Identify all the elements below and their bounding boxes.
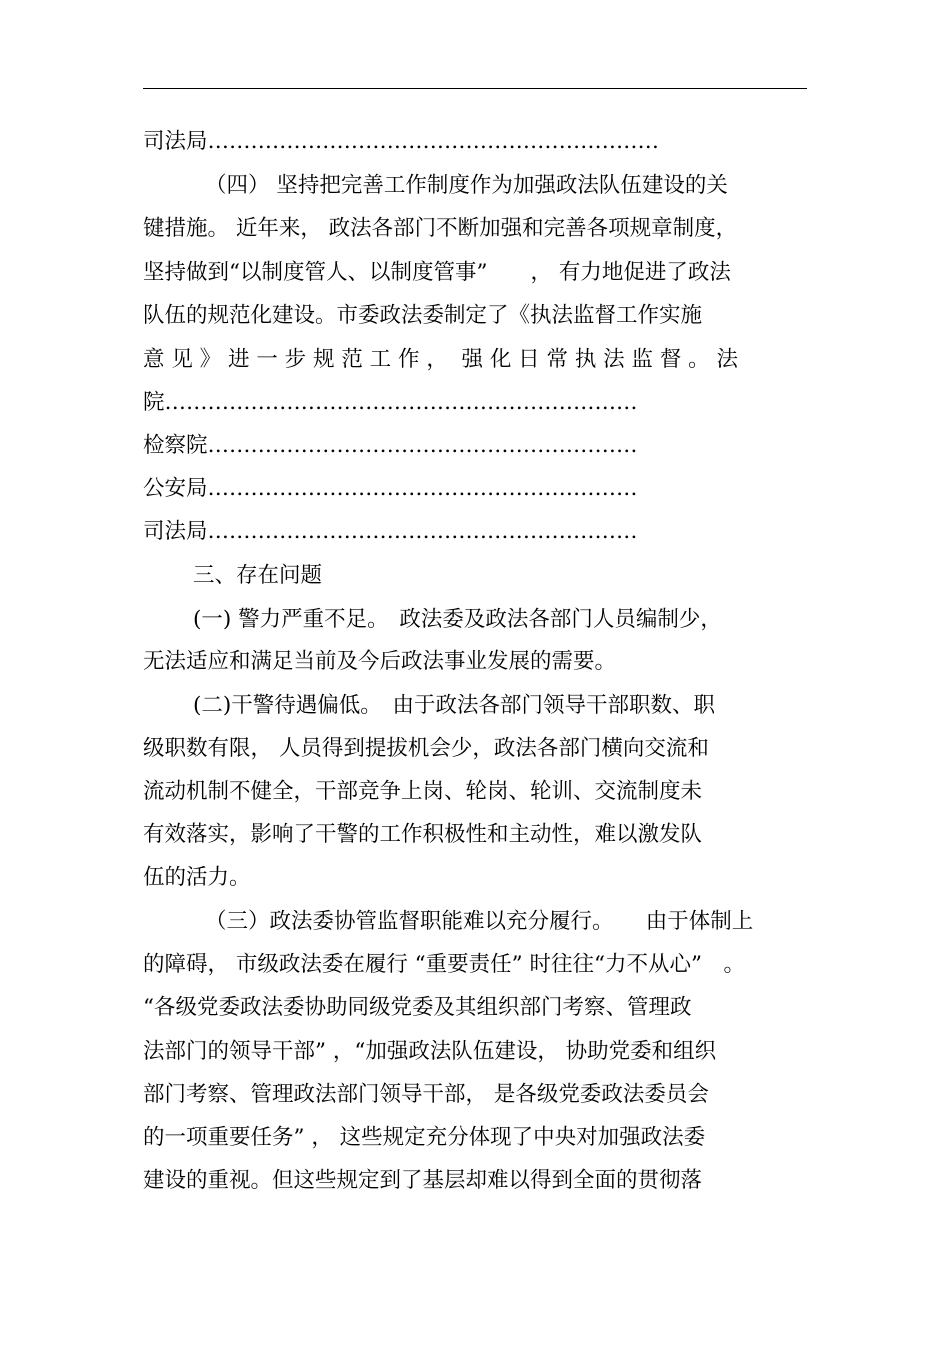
text-line: 法部门的领导干部” ，“加强政法队伍建设， 协助党委和组织 <box>143 1039 717 1064</box>
text-line: 建设的重视。但这些规定到了基层却难以得到全面的贯彻落 <box>143 1168 703 1193</box>
text-line: 的障碍， 市级政法委在履行 “重要责任” 时往往“力不从心” 。 <box>143 952 745 977</box>
text-line: 无法适应和满足当前及今后政法事业发展的需要。 <box>143 649 617 674</box>
text-line: 键措施。 近年来， 政法各部门不断加强和完善各项规章制度， <box>143 216 738 241</box>
text-line: 的一项重要任务” ， 这些规定充分体现了中央对加强政法委 <box>143 1125 706 1150</box>
text-line: 司法局…………………………………………………… <box>143 519 638 544</box>
text-line: 伍的活力。 <box>143 865 251 890</box>
text-line: 部门考察、管理政法部门领导干部， 是各级党委政法委员会 <box>143 1082 709 1107</box>
text-line: 公安局…………………………………………………… <box>143 476 638 501</box>
header-rule <box>143 88 807 89</box>
text-line: 意 见 》 进 一 步 规 范 工 作 ， 强 化 日 常 执 法 监 督 。 法 <box>143 347 739 372</box>
text-line: 队伍的规范化建设。市委政法委制定了《执法监督工作实施 <box>143 303 703 328</box>
text-line: “各级党委政法委协助同级党委及其组织部门考察、管理政 <box>143 995 692 1020</box>
text-line: （四） 坚持把完善工作制度作为加强政法队伍建设的关 <box>205 173 728 198</box>
text-line: （三）政法委协管监督职能难以充分履行。 由于体制上 <box>205 909 754 934</box>
text-line: 检察院…………………………………………………… <box>143 433 638 458</box>
text-line: 司法局……………………………………………………… <box>143 129 660 154</box>
text-line: (一) 警力严重不足。 政法委及政法各部门人员编制少， <box>193 607 722 632</box>
text-line: 流动机制不健全，干部竞争上岗、轮岗、轮训、交流制度未 <box>143 779 703 804</box>
text-line: (二)干警待遇偏低。 由于政法各部门领导干部职数、职 <box>193 693 716 718</box>
section-heading: 三、存在问题 <box>193 563 323 588</box>
text-line: 级职数有限， 人员得到提拔机会少，政法各部门横向交流和 <box>143 736 709 761</box>
text-line: 坚持做到“以制度管人、以制度管事” ， 有力地促进了政法 <box>143 260 731 285</box>
text-line: 院………………………………………………………… <box>143 390 638 415</box>
text-line: 有效落实，影响了干警的工作积极性和主动性，难以激发队 <box>143 822 703 847</box>
